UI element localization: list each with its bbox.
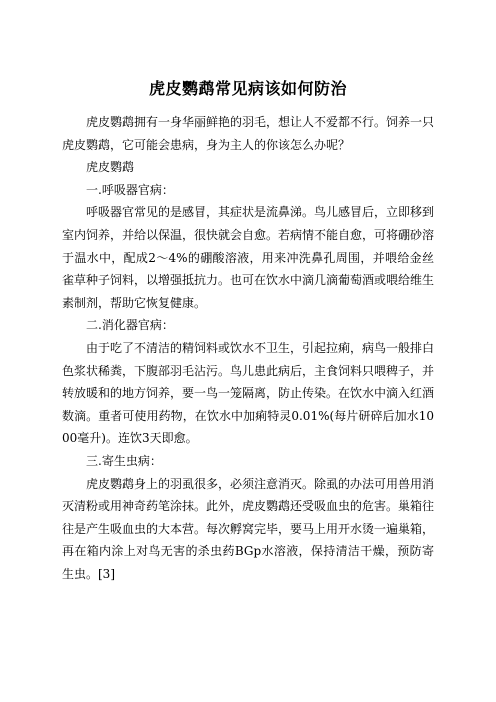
section-heading-parasite: 三.寄生虫病：: [86, 453, 162, 468]
paragraph-intro: 虎皮鹦鹉拥有一身华丽鲜艳的羽毛，想让人不爱都不行。饲养一只虎皮鹦鹉，它可能会患病，身为主人的你该怎么办呢？: [62, 115, 435, 152]
document-title: 虎皮鹦鹉常见病该如何防治: [148, 79, 347, 98]
paragraph-digestive: 由于吃了不清洁的精饲料或饮水不卫生，引起拉痢，病鸟一般排白色浆状稀粪，下腹部羽毛沾污。鸟儿患此病后，主食饲料只喂稗子，并转放暖和的地方饲养，要一鸟一笼隔离，防止传染。在饮水中滴入红酒数滴。重者可使用药物，在饮水中加痢特灵0.01%(每片研碎后加水1000毫升)。连饮3天即愈。: [62, 340, 435, 446]
document-body: [62, 111, 434, 585]
section-heading-digestive: 二.消化器官病：: [86, 318, 174, 333]
paragraph-parasite: 虎皮鹦鹉身上的羽虱很多，必须注意消灭。除虱的办法可用兽用消灭清粉或用神奇药笔涂抹。此外，虎皮鹦鹉还受吸血虫的危害。巢箱往往是产生吸血虫的大本营。每次孵窝完毕，要马上用开水烫一遍巢箱，再在箱内涂上对鸟无害的杀虫药BGp水溶液，保持清洁干燥，预防寄生虫。[3]: [62, 476, 435, 581]
paragraph-respiratory: 呼吸器官常见的是感冒，其症状是流鼻涕。鸟儿感冒后，立即移到室内饲养，并给以保温，很快就会自愈。若病情不能自愈，可将硼砂溶于温水中，配成2～4%的硼酸溶液，用来冲洗鼻孔周围，并喂给金丝雀草种子饲料，以增强抵抗力。也可在饮水中滴几滴葡萄酒或喂给维生素制剂，帮助它恢复健康。: [62, 205, 435, 310]
section-heading-respiratory: 一.呼吸器官病：: [86, 182, 174, 197]
paragraph-caption: 虎皮鹦鹉: [86, 160, 135, 175]
